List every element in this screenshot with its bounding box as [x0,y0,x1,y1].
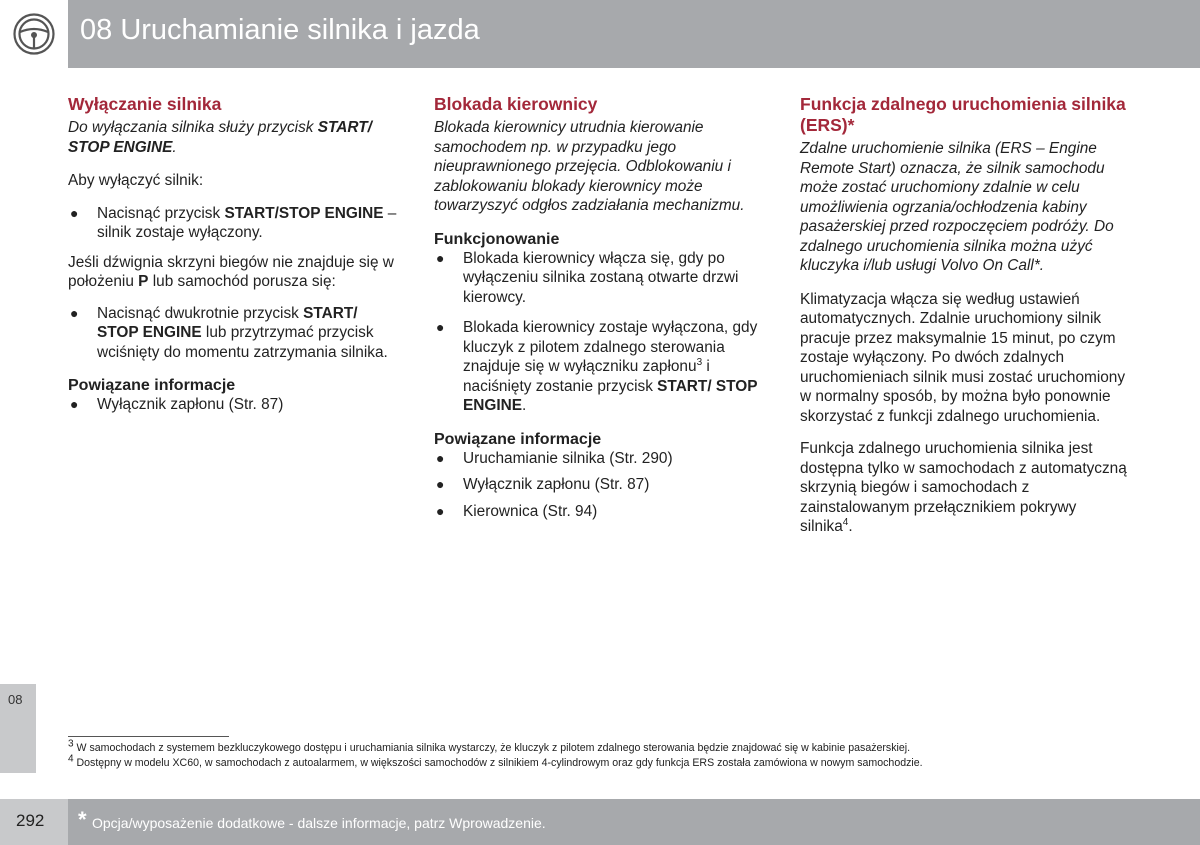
intro-text: Do wyłączania silnika służy przycisk [68,119,318,136]
related-list-col1 [68,395,398,415]
bullet-text-end: lub przytrzymać przycisk wciśnięty do momentu zatrzymania silnika. [97,324,388,361]
related-link-text: Kierownica (Str. 94) [463,502,598,520]
paragraph-text: Jeśli dźwignia skrzyni biegów nie znajduje się w położeniu [68,253,394,290]
bullet-icon: ● [70,304,79,321]
bullet-bold: START/ STOP ENGINE [463,377,758,414]
footnote-number: 4 [68,753,74,765]
column-steering-lock [434,94,764,531]
paragraph-climate: Klimatyzacja włącza się według ustawień automatycznych. Zdalnie uruchomiony silnik pracuje przez maksymalnie 15 minut, po czym zostaje wyłączony. Po dwóch zdalnych uruchomieniach silnik musi zostać uruchomiony w normalny sposób, by można było ponownie skorzystać z funkcji zdalnego uruchomienia. [800,290,1126,425]
related-link[interactable] [434,449,764,469]
bullet-text-mid: i naciśnięty zostanie przycisk [463,358,710,395]
bullet-text: Blokada kierownicy zostaje wyłączona, gdy kluczyk z pilotem zdalnego sterowania znajduje się w wyłączniku zapłonu [463,319,758,375]
related-list-col2 [434,449,764,522]
list-item [434,318,764,416]
related-link-text: Wyłącznik zapłonu (Str. 87) [97,396,284,413]
footnote-text: Dostępny w modelu XC60, w samochodach z autoalarmem, w większości samochodów z silnikiem 4-cylindrowym oraz gdy funkcja ERS została zamówiona w nowym samochodzie. [73,757,923,769]
section-heading-remote-start: Funkcja zdalnego uruchomienia silnika (ERS)* [800,94,1126,135]
intro-remote-start: Zdalne uruchomienie silnika (ERS – Engine Remote Start) oznacza, że silnik samochodu może zostać uruchomiony zdalnie w celu umożliwienia ogrzania/ochłodzenia kabiny pasażerskiej przed rozpoczęciem podróży. Do zdalnego uruchomienia silnika można użyć kluczyka i/lub usługi Volvo On Call*. [800,140,1114,274]
bullet-list-stop [68,204,398,243]
bullet-bold: START/STOP ENGINE [224,204,384,222]
page-number: 292 [16,811,45,830]
intro-engine-off [68,118,398,157]
section-heading-engine-off: Wyłączanie silnika [68,94,222,114]
paragraph-bold: P [138,273,149,290]
paragraph-text-end: lub samochód porusza się: [148,273,336,290]
related-link[interactable] [434,475,764,495]
footnote-3 [68,738,911,755]
footnote-divider [68,736,229,737]
header-icon-box [0,0,68,68]
footnote-ref-4[interactable]: 4 [842,516,849,528]
list-item [68,304,398,363]
paragraph-how-to-stop: Aby wyłączyć silnik: [68,172,204,189]
paragraph-gear-lever [68,253,398,292]
bullet-text: Blokada kierownicy włącza się, gdy po wyłączeniu silnika zostaną otwarte drzwi kierowcy. [463,249,739,306]
footnote-4 [68,753,923,770]
list-item [434,249,764,308]
functioning-heading: Funkcjonowanie [434,230,560,248]
paragraph-availability [800,439,1130,537]
side-strip [0,68,36,773]
column-remote-start [800,94,1130,550]
bullet-icon: ● [436,502,445,519]
chapter-tab-label: 08 [8,692,23,707]
bullet-bold: START/ STOP ENGINE [97,304,358,341]
list-item [68,204,398,243]
bullet-text: Nacisnąć przycisk [97,204,225,222]
intro-button-name: START/ STOP ENGINE [68,119,372,156]
related-link-text: Wyłącznik zapłonu (Str. 87) [463,476,650,493]
bullet-icon: ● [70,204,79,221]
related-link[interactable] [434,502,764,522]
bullet-text: Nacisnąć dwukrotnie przycisk [97,304,304,322]
footnote-number: 3 [68,738,74,750]
intro-steering-lock: Blokada kierownicy utrudnia kierowanie samochodem np. w przypadku jego nieuprawnionego przejęcia. Odblokowaniu i zablokowaniu blokady kierownicy może towarzyszyć odgłos zadziałania mechanizmu. [434,119,745,214]
footnote-text: W samochodach z systemem bezkluczykowego dostępu i uruchamiania silnika wystarczy, że kluczyk z pilotem zdalnego sterowania będzie znajdować się w kabinie pasażerskiej. [73,742,911,754]
footnote-ref-3[interactable]: 3 [696,356,703,368]
related-info-heading: Powiązane informacje [68,377,236,394]
bullet-icon: ● [436,319,445,335]
bullet-list-functioning [434,249,764,416]
section-heading-steering-lock: Blokada kierownicy [434,94,598,114]
bullet-icon: ● [436,249,445,266]
steering-wheel-icon [13,13,55,55]
page-title: 08 Uruchamianie silnika i jazda [80,14,480,46]
column-engine-off [68,94,398,425]
bullet-text-end: . [522,397,527,414]
paragraph-text-end: . [848,518,853,535]
bullet-icon: ● [436,449,445,466]
paragraph-text: Funkcja zdalnego uruchomienia silnika jest dostępna tylko w samochodach z automatyczną skrzynią biegów i samochodach z zainstalowanym przełącznikiem pokrywy silnika [800,440,1127,535]
intro-end: . [172,138,177,156]
footer-note: Opcja/wyposażenie dodatkowe - dalsze informacje, patrz Wprowadzenie. [92,815,546,831]
bullet-icon: ● [436,476,445,492]
bullet-icon: ● [70,396,79,412]
bullet-list-double-press [68,304,398,363]
related-link[interactable] [68,395,398,415]
option-star: * [78,807,87,832]
related-link-text: Uruchamianie silnika (Str. 290) [463,449,673,467]
bullet-text-end: – silnik zostaje wyłączony. [97,204,397,241]
related-info-heading: Powiązane informacje [434,430,602,448]
